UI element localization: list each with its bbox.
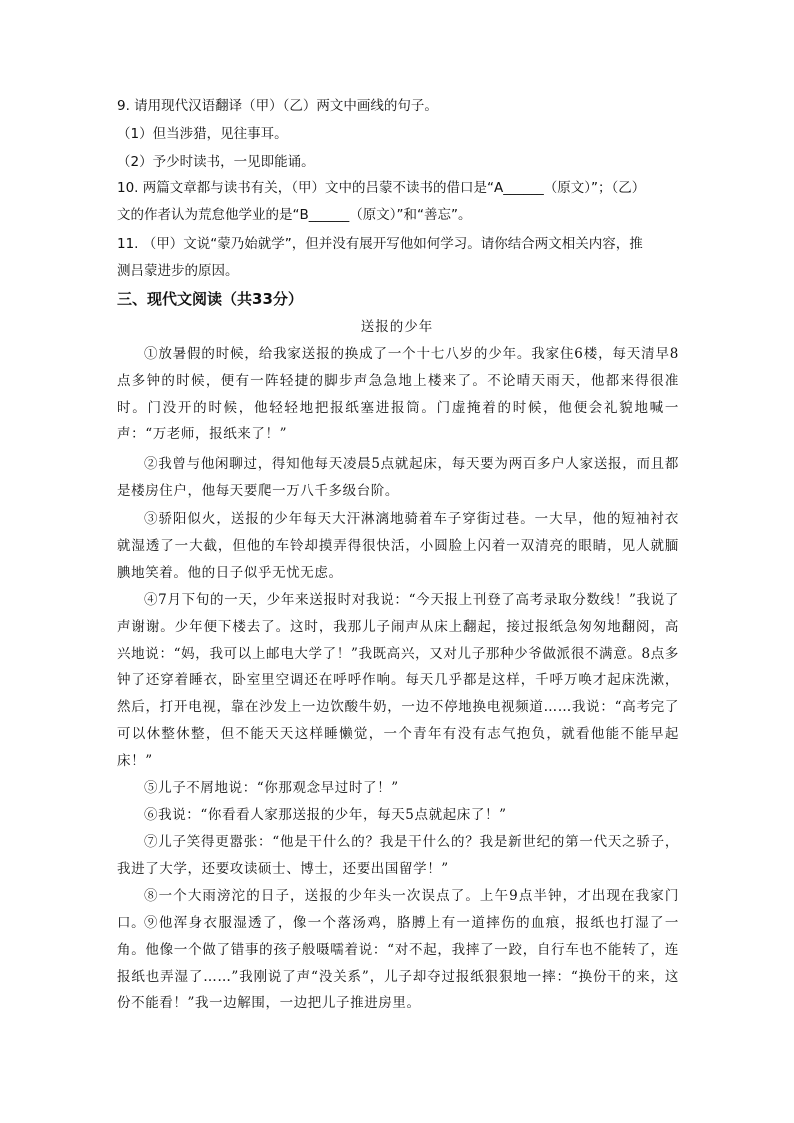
paragraph-6: ⑥我说：“你看看人家那送报的少年，每天5点就起床了！” xyxy=(144,807,507,823)
paragraph-7: ⑦儿子笑得更嚣张：“他是干什么的？我是干什么的？我是新世纪的第一代天之骄子，我进了大学，还要攻读硕士、博士，还要出国留学！” xyxy=(117,834,679,877)
question-11-line-1: 11. （甲）文说“蒙乃始就学”，但并没有展开写他如何学习。请你结合两文相关内容，推 xyxy=(117,236,643,252)
question-9-item-2: （2）予少时读书，一见即能诵。 xyxy=(117,154,315,170)
article-title: 送报的少年 xyxy=(360,319,434,335)
paragraph-8: ⑧一个大雨滂沱的日子，送报的少年头一次误点了。上午9点半钟，才出现在我家门口。 xyxy=(117,888,679,931)
paragraph-4: ④7月下旬的一天，少年来送报时对我说：“今天报上刊登了高考录取分数线！”我说了声谢谢。少年便下楼去了。这时，我那儿子闹声从床上翻起，接过报纸急匆匆地翻阅，高兴地说：“妈，我可以上邮电大学了！”我既高兴，又对儿子那种少爷做派很不满意。8点多钟了还穿着睡衣，卧室里空调还在呼呼作响。每天几乎都是这样，千呼万唤才起床洗漱，然后，打开电视，靠在沙发上一边饮酸牛奶，一边不停地换电视频道……我说：“高考完了可以休整休整，但不能天天这样睡懒觉，一个青年有没有志气抱负，就看他能不能早起床！” xyxy=(117,592,679,769)
paragraph-9: ⑨他浑身衣服湿透了，像一个落汤鸡，胳膊上有一道摔伤的血痕，报纸也打湿了一角。他像一个做了错事的孩子般嗫嚅着说：“对不起，我摔了一跤，自行车也不能转了，连报纸也弄湿了……”我刚说了声“没关系”，儿子却夺过报纸狠狠地一摔：“换份干的来，这份不能看！”我一边解围，一边把儿子推进房里。 xyxy=(117,915,679,1012)
paragraph-3: ③骄阳似火，送报的少年每天大汗淋漓地骑着车子穿街过巷。一大早，他的短袖衬衣就湿透了一大截，但他的车铃却摸弄得很快活，小圆脸上闪着一双清亮的眼睛，见人就腼腆地笑着。他的日子似乎无忧无虑。 xyxy=(117,511,679,581)
question-11-line-2: 测吕蒙进步的原因。 xyxy=(117,263,239,279)
section-heading: 三、现代文阅读（共33分） xyxy=(117,290,303,308)
paragraph-1: ①放暑假的时候，给我家送报的换成了一个十七八岁的少年。我家住6楼，每天清早8点多钟的时候，便有一阵轻捷的脚步声急急地上楼来了。不论晴天雨天，他都来得很准时。门没开的时候，他轻轻地把报纸塞进报筒。门虚掩着的时候，他便会礼貌地喊一声：“万老师，报纸来了！” xyxy=(117,346,679,443)
question-10-line-2: 文的作者认为荒怠他学业的是“B______（原文）”和“善忘”。 xyxy=(117,207,472,223)
question-9-item-1: （1）但当涉猎，见往事耳。 xyxy=(117,126,288,142)
paragraph-5: ⑤儿子不屑地说：“你那观念早过时了！” xyxy=(144,780,399,796)
paragraph-2: ②我曾与他闲聊过，得知他每天凌晨5点就起床，每天要为两百多户人家送报，而且都是楼房住户，他每天要爬一万八千多级台阶。 xyxy=(117,456,679,499)
question-9: 9. 请用现代汉语翻译（甲）（乙）两文中画线的句子。 xyxy=(117,98,438,114)
question-10-line-1: 10. 两篇文章都与读书有关，（甲）文中的吕蒙不读书的借口是“A______（原文）”；（乙） xyxy=(117,180,646,196)
